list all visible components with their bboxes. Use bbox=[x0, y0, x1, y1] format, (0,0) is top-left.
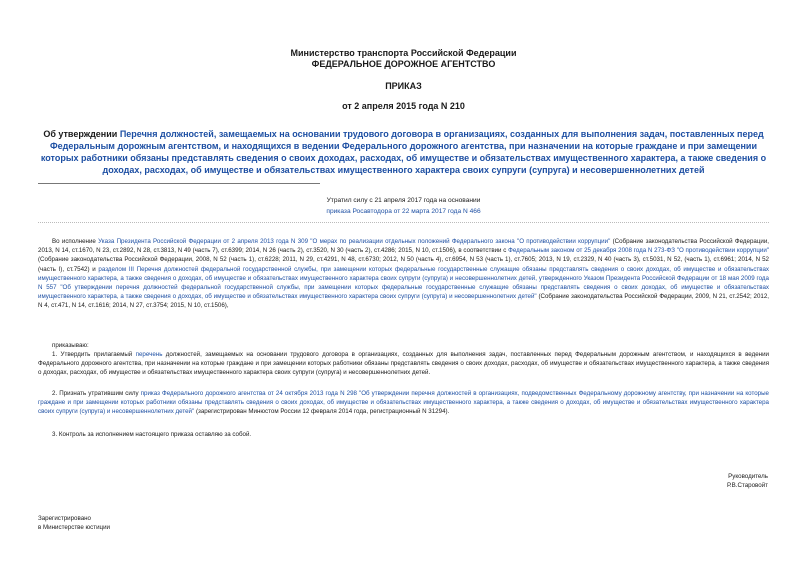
item-3-text: 3. Контроль за исполнением настоящего приказа оставляю за собой. bbox=[52, 431, 252, 438]
list-link[interactable]: перечень bbox=[135, 351, 163, 358]
document-type: ПРИКАЗ bbox=[385, 81, 422, 91]
order-word: приказываю: bbox=[52, 342, 89, 349]
agency-name: ФЕДЕРАЛЬНОЕ ДОРОЖНОЕ АГЕНТСТВО bbox=[311, 59, 496, 69]
document-date-number: от 2 апреля 2015 года N 210 bbox=[342, 101, 465, 111]
dotted-divider bbox=[38, 222, 769, 223]
preamble-paragraph: Во исполнение Указа Президента Российской Федерации от 2 апреля 2013 года N 309 "О мерах по реализации отдельных положений Федерального закона "О противодействии коррупции" (Собрание законодательства Российской Федерации, 2013, N 14, ст.1670, N 23, ст.2892, N 28, ст.3813, N 49 (часть 7), ст.6399; 2014, N 26 (часть 2), ст.3520, N 30 (часть 2), ст.4286; 2015, N 10, ст.1506), в соответствии с Федеральным законом от 25 декабря 2008 года N 273-ФЗ "О противодействии коррупции" (Собрание законодательства Российской Федерации, 2008, N 52 (часть 1), ст.6228; 2011, N 29, ст.4291, N 48, ст.6730; 2012, N 50 (часть 4), ст.6954, N 53 (часть 1), ст.7605; 2013, N 19, ст.2329, N 40 (часть 3), ст.5031, N 52, (часть 1), ст.6961; 2014, N 52 (часть I), ст.7542) и разделом III Перечня должностей федеральной государственной службы, при замещении которых федеральные государственные служащие обязаны представлять сведения о своих доходах, об имуществе и обязательствах имущественного характера, а также сведения о доходах, об имуществе и обязательствах имущественного характера своих супруги (супруга) и несовершеннолетних детей, утвержденного Указом Президента Российской Федерации от 18 мая 2009 года N 557 "Об утверждении перечня должностей федеральной государственной службы, при замещении которых федеральные государственные служащие обязаны представлять сведения о своих доходах, об имуществе и обязательствах имущественного характера, а также сведения о доходах, об имуществе и обязательствах имущественного характера своих супруги (супруга) и несовершеннолетних детей" (Собрание законодательства Российской Федерации, 2009, N 21, ст.2542; 2012, N 4, ст.471, N 14, ст.1616; 2014, N 27, ст.3754; 2015, N 10, ст.1506), bbox=[38, 238, 770, 310]
title-prefix: Об утверждении bbox=[43, 129, 120, 139]
order-298-link[interactable]: приказ Федерального дорожного агентства от 24 октября 2013 года N 298 "Об утверждении перечня должностей в организациях, подведомственных Федеральному дорожному агентству, при назначении на которые граждане и при замещении которых работники обязаны представлять сведения о своих доходах, об имуществе и обязательствах имущественного характера, а также сведения о доходах, об имуществе и обязательствах имущественного характера своих супруги (супруга) и несовершеннолетних детей" bbox=[38, 390, 769, 416]
registration-line1: Зарегистрировано bbox=[38, 515, 91, 522]
document-title bbox=[38, 128, 769, 176]
item-1-paragraph: 1. Утвердить прилагаемый перечень должностей, замещаемых на основании трудового договора в организациях, созданных для выполнения задач, поставленных перед Федеральным дорожным агентством, и находящихся в ведении Федерального дорожного агентства, при назначении на которые граждане и при замещении которых работники обязаны представлять сведения о своих доходах, расходах, об имуществе и обязательствах имущественного характера, а также сведения о доходах, расходах, об имуществе и обязательствах имущественного характера своих супруги (супруга) и несовершеннолетних детей. bbox=[38, 351, 769, 377]
status-note-link[interactable]: приказа Росавтодора от 22 марта 2017 года N 466 bbox=[326, 208, 481, 215]
title-link[interactable]: Перечня должностей, замещаемых на основании трудового договора в организациях, созданных для выполнения задач, поставленных перед Федеральным дорожным агентством, и находящихся в ведении Федерального дорожного агентства, при назначении на которые граждане и при замещении которых работники обязаны представлять сведения о своих доходах, расходах, об имуществе и обязательствах имущественного характера, а также сведения о доходах, расходах, об имуществе и обязательствах имущественного характера своих супруги (супруга) и несовершеннолетних детей bbox=[40, 129, 767, 175]
section-iii-link[interactable]: разделом III Перечня должностей федеральной государственной службы, при замещении которых федеральные государственные служащие обязаны представлять сведения о своих доходах, об имуществе и обязательствах имущественного характера, а также сведения о доходах, об имуществе и обязательствах имущественного характера своих супруги (супруга) и несовершеннолетних детей, утвержденного Указом Президента Российской Федерации от 18 мая 2009 года N 557 "Об утверждении перечня должностей федеральной государственной службы, при замещении которых федеральные государственные служащие обязаны представлять сведения о своих доходах, об имуществе и обязательствах имущественного характера, а также сведения о доходах, об имуществе и обязательствах имущественного характера своих супруги (супруга) и несовершеннолетних детей" bbox=[38, 265, 769, 301]
signature-role: Руководитель bbox=[728, 473, 768, 480]
item-2-paragraph: 2. Признать утратившим силу приказ Федерального дорожного агентства от 24 октября 2013 года N 298 "Об утверждении перечня должностей в организациях, подведомственных Федеральному дорожному агентству, при назначении на которые граждане и при замещении которых работники обязаны представлять сведения о своих доходах, об имуществе и обязательствах имущественного характера, а также сведения о доходах, об имуществе и обязательствах имущественного характера своих супруги (супруга) и несовершеннолетних детей" (зарегистрирован Минюстом России 12 февраля 2014 года, регистрационный N 31294). bbox=[38, 390, 769, 416]
decree-309-link[interactable]: Указа Президента Российской Федерации от 2 апреля 2013 года N 309 "О мерах по реализации отдельных положений Федерального закона "О противодействии коррупции" bbox=[98, 238, 611, 245]
status-note-line1: Утратил силу с 21 апреля 2017 года на основании bbox=[326, 197, 481, 204]
registration-line2: в Министерстве юстиции bbox=[38, 524, 111, 531]
ministry-name: Министерство транспорта Российской Федерации bbox=[290, 48, 517, 58]
divider-line bbox=[38, 183, 320, 184]
federal-law-273-link[interactable]: Федеральным законом от 25 декабря 2008 года N 273-ФЗ "О противодействии коррупции" bbox=[508, 247, 769, 255]
signature-name: Р.В.Старовойт bbox=[726, 482, 768, 489]
